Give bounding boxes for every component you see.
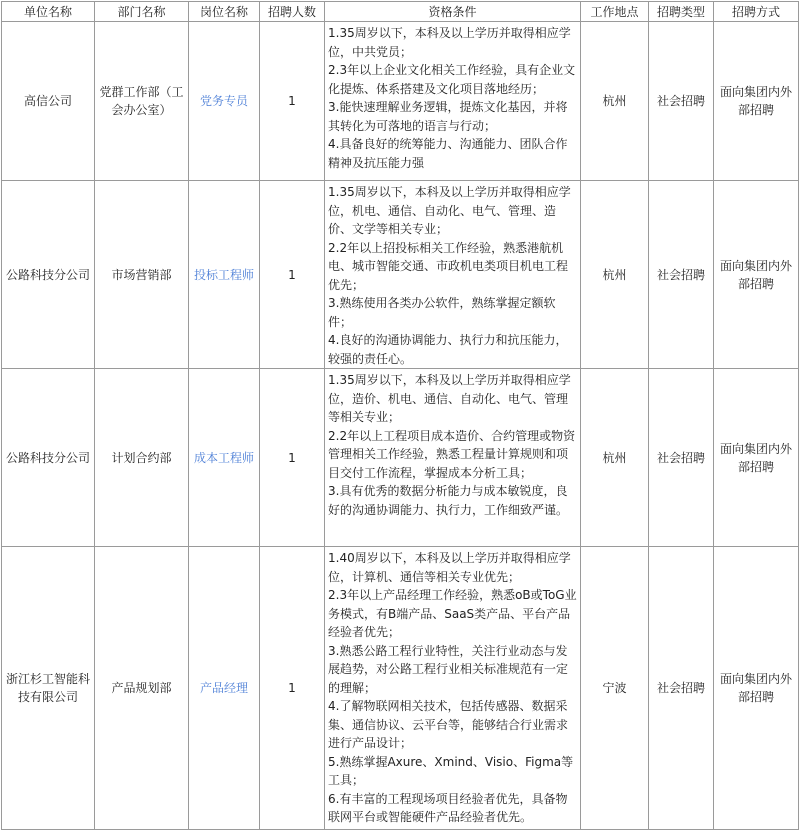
header-row [2,2,799,22]
department-cell: 党群工作部（工会办公室） [95,22,189,181]
position-link[interactable]: 党务专员 [189,22,260,181]
table-row [2,547,799,830]
requirement-item: 2.3年以上产品经理工作经验，熟悉oB或ToG业务模式，有B端产品、SaaS类产品、平台产品经验者优先； [328,588,577,639]
table-row [2,22,799,181]
header-position: 岗位名称 [189,2,260,22]
location-cell: 宁波 [581,547,649,830]
count-cell: 1 [260,22,325,181]
requirements-cell [325,547,581,830]
type-cell: 社会招聘 [649,369,714,547]
location-cell: 杭州 [581,22,649,181]
company-cell: 高信公司 [2,22,95,181]
company-cell: 公路科技分公司 [2,369,95,547]
method-cell: 面向集团内外部招聘 [714,547,799,830]
position-link[interactable]: 产品经理 [189,547,260,830]
method-cell: 面向集团内外部招聘 [714,181,799,369]
requirement-item: 2.2年以上工程项目成本造价、合约管理或物资管理相关工作经验，熟悉工程量计算规则和项目交付工作流程，掌握成本分析工具； [328,428,576,480]
header-location: 工作地点 [581,2,649,22]
requirement-item: 6.有丰富的工程现场项目经验者优先，具备物联网平台或智能硬件产品经验者优先。 [328,791,568,824]
type-cell: 社会招聘 [649,22,714,181]
header-company: 单位名称 [2,2,95,22]
recruitment-table [1,1,799,830]
count-cell: 1 [260,181,325,369]
requirement-item: 2.3年以上企业文化相关工作经验，具有企业文化提炼、体系搭建及文化项目落地经历； [328,63,576,96]
requirement-item: 1.35周岁以下，本科及以上学历并取得相应学位，机电、通信、自动化、电气、管理、造价、文学等相关专业； [328,185,571,236]
type-cell: 社会招聘 [649,547,714,830]
requirement-item: 3.熟练使用各类办公软件，熟练掌握定额软件； [328,296,556,329]
table-row [2,181,799,369]
requirement-item: 2.2年以上招投标相关工作经验，熟悉港航机电、城市智能交通、市政机电类项目机电工程优先； [328,240,569,292]
requirement-item: 3.能快速理解业务逻辑，提炼文化基因，并将其转化为可落地的语言与行动； [328,100,568,133]
requirement-item: 4.具备良好的统筹能力、沟通能力、团队合作精神及抗压能力强 [328,137,568,170]
requirement-item: 5.熟练掌握Axure、Xmind、Visio、Figma等工具； [328,754,574,787]
department-cell: 市场营销部 [95,181,189,369]
location-cell: 杭州 [581,181,649,369]
type-cell: 社会招聘 [649,181,714,369]
requirement-item: 3.具有优秀的数据分析能力与成本敏锐度，良好的沟通协调能力、执行力，工作细致严谨。 [328,484,569,517]
requirement-item: 3.熟悉公路工程行业特性，关注行业动态与发展趋势，对公路工程行业相关标准规范有一定的理解； [328,643,569,695]
department-cell: 计划合约部 [95,369,189,547]
method-cell: 面向集团内外部招聘 [714,369,799,547]
requirement-item: 4.良好的沟通协调能力、执行力和抗压能力，较强的责任心。 [328,333,568,366]
header-type: 招聘类型 [649,2,714,22]
requirement-item: 1.40周岁以下，本科及以上学历并取得相应学位，计算机、通信等相关专业优先； [328,551,571,584]
requirement-item: 1.35周岁以下，本科及以上学历并取得相应学位，中共党员； [328,26,571,59]
company-cell: 浙江杉工智能科技有限公司 [2,547,95,830]
requirement-item: 4.了解物联网相关技术，包括传感器、数据采集、通信协议、云平台等，能够结合行业需求进行产品设计； [328,699,569,750]
company-cell: 公路科技分公司 [2,181,95,369]
requirement-item: 1.35周岁以下，本科及以上学历并取得相应学位，造价、机电、通信、自动化、电气、管理等相关专业； [328,373,571,424]
requirements-cell [325,369,581,547]
header-count: 招聘人数 [260,2,325,22]
location-cell: 杭州 [581,369,649,547]
count-cell: 1 [260,369,325,547]
table-row [2,369,799,547]
requirements-cell [325,22,581,181]
header-method: 招聘方式 [714,2,799,22]
count-cell: 1 [260,547,325,830]
requirements-cell [325,181,581,369]
header-department: 部门名称 [95,2,189,22]
department-cell: 产品规划部 [95,547,189,830]
position-link[interactable]: 投标工程师 [189,181,260,369]
header-requirements: 资格条件 [325,2,581,22]
method-cell: 面向集团内外部招聘 [714,22,799,181]
position-link[interactable]: 成本工程师 [189,369,260,547]
